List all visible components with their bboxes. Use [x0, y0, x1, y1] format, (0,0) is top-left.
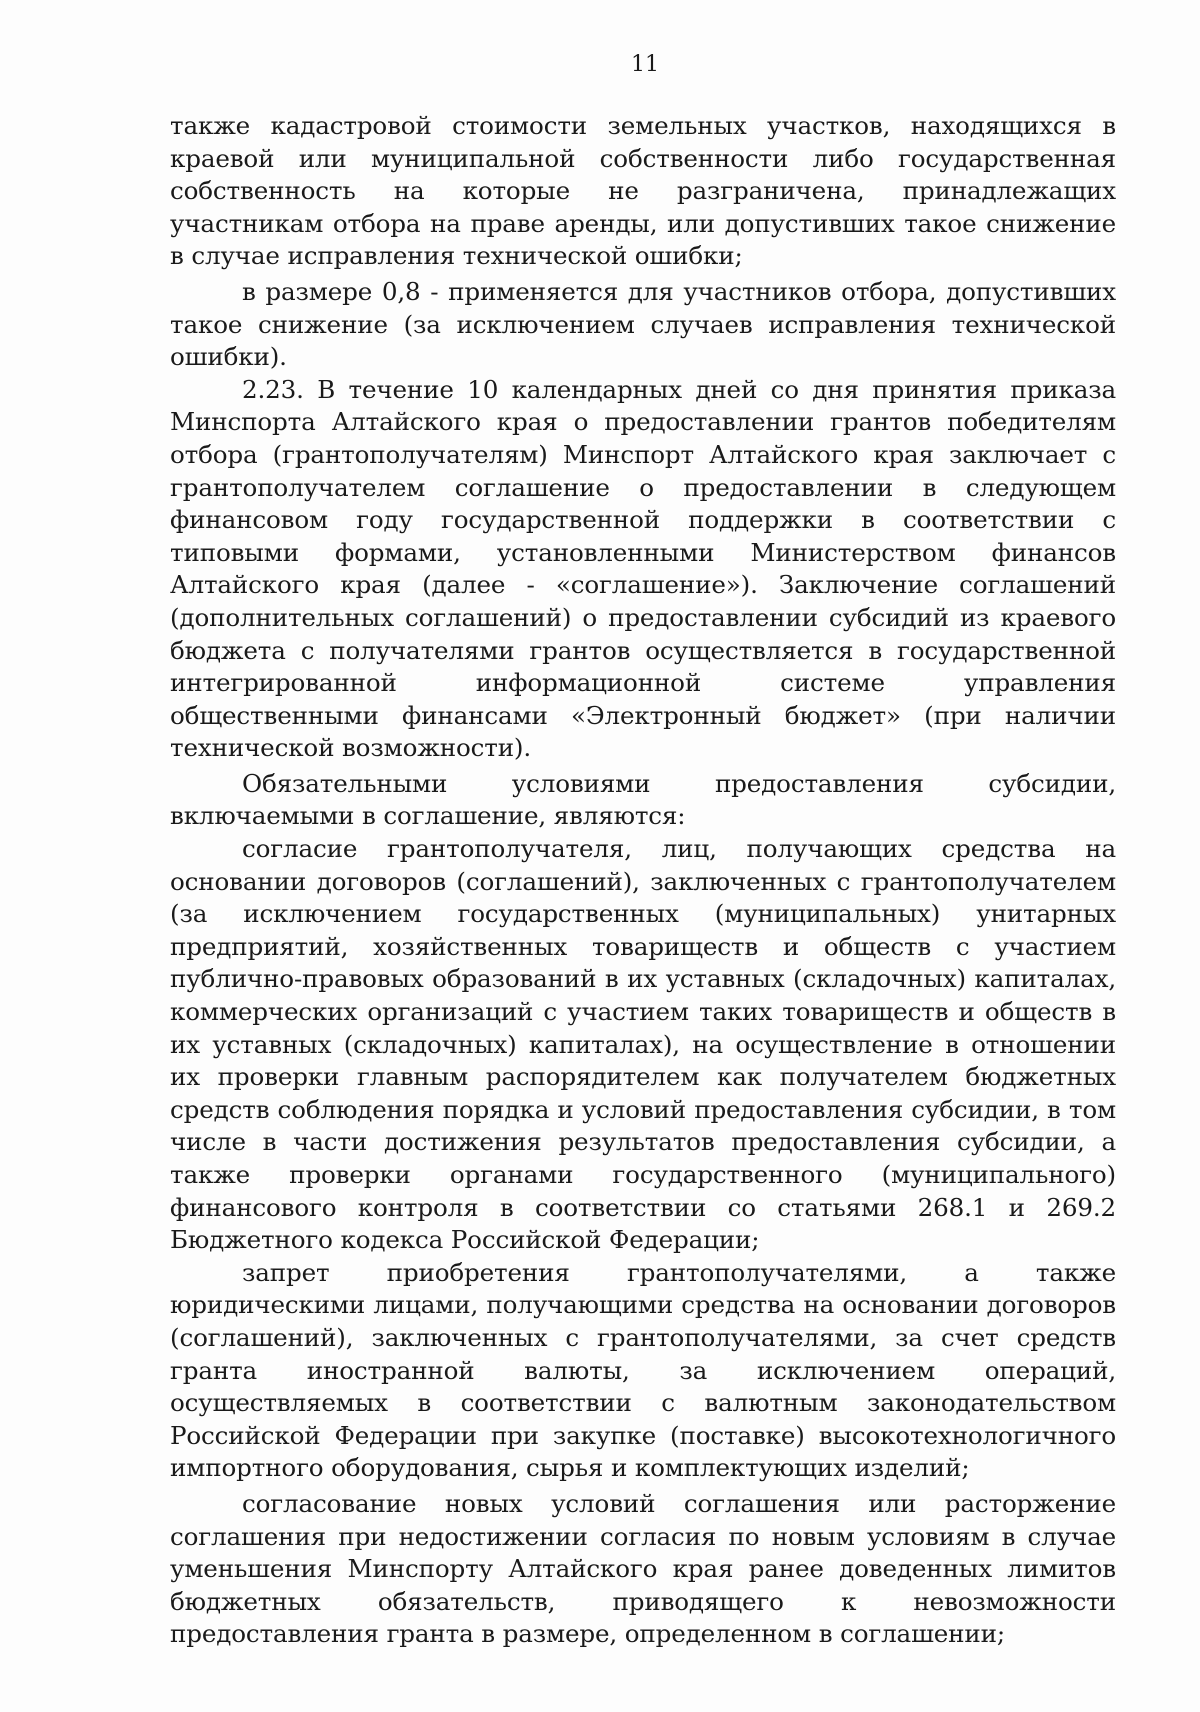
paragraph-coefficient: в размере 0,8 - применяется для участников отбора, допустивших такое снижение (за исключением случаев исправления технической ошибки). — [170, 276, 1116, 372]
paragraph-clause-2-23: 2.23. В течение 10 календарных дней со дня принятия приказа Минспорта Алтайского края о предоставлении грантов победителям отбора (грантополучателям) Минспорт Алтайского края заключает с грантополучателем соглашение о предоставлении в следующем финансовом году государственной поддержки в соответствии с типовыми формами, установленными Министерством финансов Алтайского края (далее - «соглашение»). Заключение соглашений (дополнительных соглашений) о предоставлении субсидий из краевого бюджета с получателями грантов осуществляется в государственной интегрированной информационной системе управления общественными финансами «Электронный бюджет» (при наличии технической возможности). — [170, 374, 1116, 763]
paragraph-new-conditions: согласование новых условий соглашения или расторжение соглашения при недостижении согласия по новым условиям в случае уменьшения Минспорту Алтайского края ранее доведенных лимитов бюджетных обязательств, приводящего к невозможности предоставления гранта в размере, определенном в соглашении; — [170, 1488, 1116, 1649]
paragraph-currency-ban: запрет приобретения грантополучателями, а также юридическими лицами, получающими средства на основании договоров (соглашений), заключенных с грантополучателями, за счет средств гранта иностранной валюты, за исключением операций, осуществляемых в соответствии с валютным законодательством Российской Федерации при закупке (поставке) высокотехнологичного импортного оборудования, сырья и комплектующих изделий; — [170, 1257, 1116, 1483]
paragraph-mandatory-conditions: Обязательными условиями предоставления субсидии, включаемыми в соглашение, являются: — [170, 768, 1116, 831]
page-number: 11 — [631, 52, 659, 77]
paragraph-consent: согласие грантополучателя, лиц, получающих средства на основании договоров (соглашений), заключенных с грантополучателем (за исключением государственных (муниципальных) унитарных предприятий, хозяйственных товариществ и обществ с участием публично-правовых образований в их уставных (складочных) капиталах, коммерческих организаций с участием таких товариществ и обществ в их уставных (складочных) капиталах), на осуществление в отношении их проверки главным распорядителем как получателем бюджетных средств соблюдения порядка и условий предоставления субсидии, в том числе в части достижения результатов предоставления субсидии, а также проверки органами государственного (муниципального) финансового контроля в соответствии со статьями 268.1 и 269.2 Бюджетного кодекса Российской Федерации; — [170, 834, 1116, 1255]
paragraph-continuation: также кадастровой стоимости земельных участков, находящихся в краевой или муниципальной собственности либо государственная собственность на которые не разграничена, принадлежащих участникам отбора на праве аренды, или допустивших такое снижение в случае исправления технической ошибки; — [170, 111, 1116, 271]
document-body — [170, 110, 1116, 1651]
